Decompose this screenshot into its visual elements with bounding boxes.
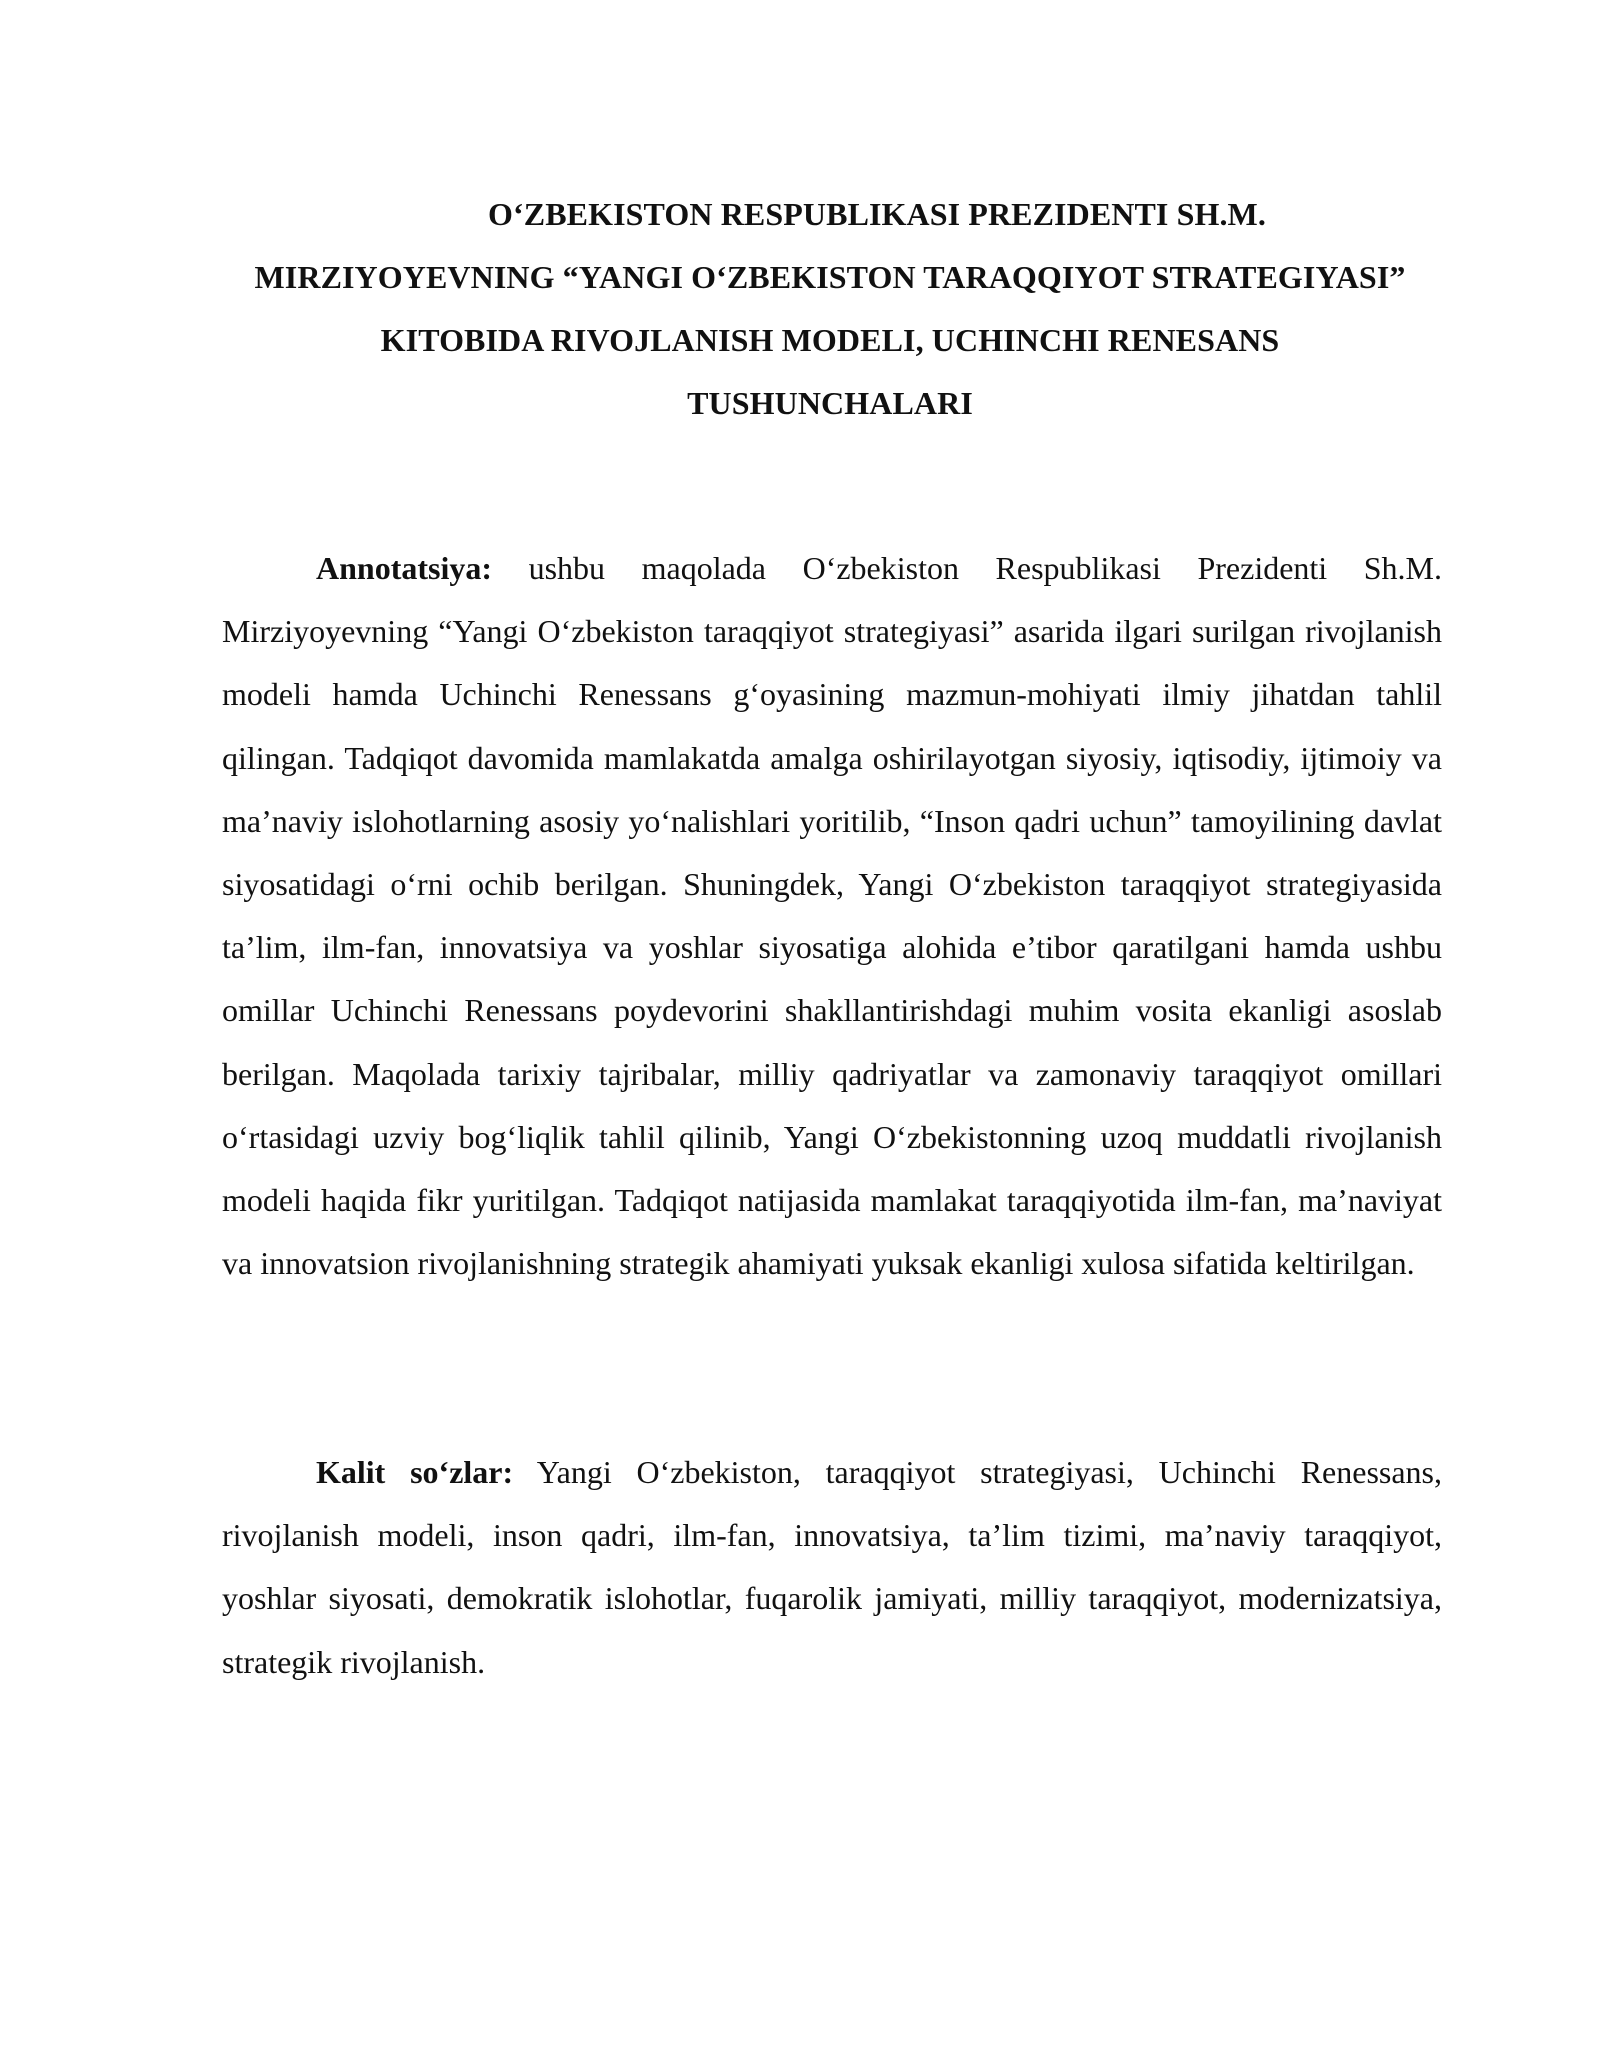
keywords-label: Kalit so‘zlar:	[316, 1454, 514, 1490]
annotation-label: Annotatsiya:	[316, 550, 493, 586]
annotation-text: ushbu maqolada O‘zbekiston Respublikasi Prezidenti Sh.M. Mirziyoyevning “Yangi O‘zbekiston taraqqiyot strategiyasi” asarida ilgari surilgan rivojlanish modeli hamda Uchinchi Renessans g‘oyasining mazmun-mohiyati ilmiy jihatdan tahlil qilingan. Tadqiqot davomida mamlakatda amalga oshirilayotgan siyosiy, iqtisodiy, ijtimoiy va ma’naviy islohotlarning asosiy yo‘nalishlari yoritilib, “Inson qadri uchun” tamoyilining davlat siyosatidagi o‘rni ochib berilgan. Shuningdek, Yangi O‘zbekiston taraqqiyot strategiyasida ta’lim, ilm-fan, innovatsiya va yoshlar siyosatiga alohida e’tibor qaratilgani hamda ushbu omillar Uchinchi Renessans poydevorini shakllantirishdagi muhim vosita ekanligi asoslab berilgan. Maqolada tarixiy tajribalar, milliy qadriyatlar va zamonaviy taraqqiyot omillari o‘rtasidagi uzviy bog‘liqlik tahlil qilinib, Yangi O‘zbekistonning uzoq muddatli rivojlanish modeli haqida fikr yuritilgan. Tadqiqot natijasida mamlakat taraqqiyotida ilm-fan, ma’naviyat va innovatsion rivojlanishning strategik ahamiyati yuksak ekanligi xulosa sifatida keltirilgan.	[222, 550, 1443, 1282]
keywords-text: Yangi O‘zbekiston, taraqqiyot strategiyasi, Uchinchi Renessans, rivojlanish modeli, inson qadri, ilm-fan, innovatsiya, ta’lim tizimi, ma’naviy taraqqiyot, yoshlar siyosati, demokratik islohotlar, fuqarolik jamiyati, milliy taraqqiyot, modernizatsiya, strategik rivojlanish.	[222, 1454, 1443, 1680]
annotation-paragraph	[222, 537, 1442, 1295]
document-title: O‘ZBEKISTON RESPUBLIKASI PREZIDENTI SH.M. MIRZIYOYEVNING “YANGI O‘ZBEKISTON TARAQQIYOT STRATEGIYASI” KITOBIDA RIVOJLANISH MODELI, UCHINCHI RENESANS TUSHUNCHALARI	[254, 196, 1406, 421]
keywords-paragraph	[222, 1441, 1442, 1694]
